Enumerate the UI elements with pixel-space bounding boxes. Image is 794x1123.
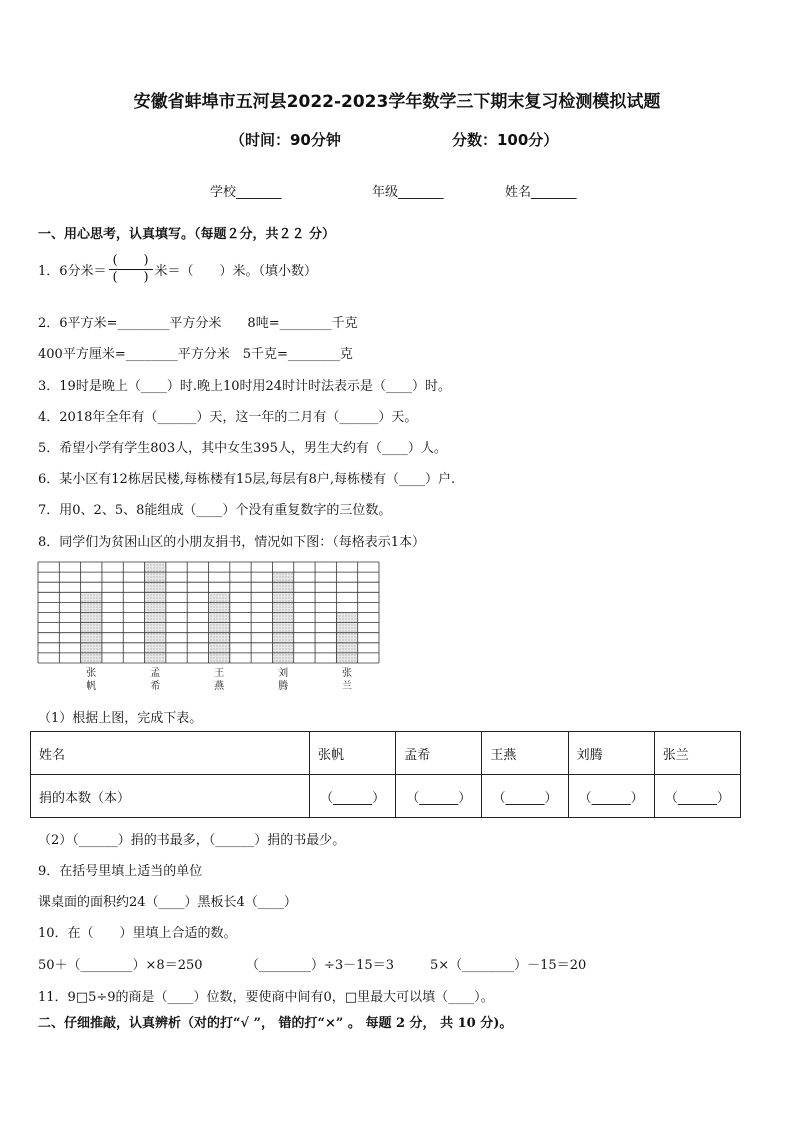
- question-8: 8．同学们为贫困山区的小朋友捐书，情况如下图：（每格表示1本）: [38, 535, 426, 550]
- question-10: 10．在（ ）里填上合适的数。: [38, 926, 237, 941]
- bar-4: [272, 572, 293, 663]
- table-answer-blank[interactable]: （______）: [654, 775, 740, 818]
- category-label: 燕: [214, 681, 225, 692]
- grade-field[interactable]: 年级_______: [372, 185, 444, 200]
- table-name-cell: 孟希: [396, 732, 482, 775]
- category-label: 孟: [150, 668, 161, 679]
- q1-numerator[interactable]: ( ): [112, 253, 149, 268]
- category-label: 张: [342, 668, 353, 679]
- table-answer-blank[interactable]: （______）: [568, 775, 654, 818]
- question-5: 5．希望小学有学生803人，其中女生395人，男生大约有（____）人。: [38, 441, 447, 456]
- q1-prefix: 1．6分米＝: [38, 264, 107, 279]
- exam-score: 分数：100分）: [452, 131, 559, 149]
- question-10b: （________）÷3－15＝3: [246, 958, 394, 973]
- section1-heading: 一、用心思考，认真填写。（每题２分，共２２ 分）: [38, 227, 336, 242]
- bar-1: [81, 592, 102, 663]
- bar-5: [336, 613, 357, 664]
- table-row-count: [31, 775, 741, 818]
- category-label: 张: [86, 668, 97, 679]
- q1-suffix: 米＝（ ）米。（填小数）: [154, 264, 318, 279]
- page-title: 安徽省蚌埠市五河县2022-2023学年数学三下期末复习检测模拟试题: [133, 92, 661, 112]
- question-8-2: （2）（______）捐的书最多，（______）捐的书最少。: [38, 833, 346, 848]
- table-name-cell: 张兰: [654, 732, 740, 775]
- question-10a: 50＋（________）×8＝250: [38, 958, 203, 973]
- category-label: 帆: [86, 681, 97, 692]
- bar-3: [209, 592, 230, 663]
- category-label: 刘: [278, 668, 289, 679]
- category-label: 希: [150, 681, 161, 692]
- table-answer-blank[interactable]: （______）: [310, 775, 396, 818]
- q1-denominator[interactable]: ( ): [112, 270, 149, 285]
- category-label: 兰: [342, 681, 353, 692]
- table-row-label: 捐的本数（本）: [31, 775, 310, 818]
- category-label: 腾: [278, 681, 289, 692]
- category-label: 王: [214, 668, 225, 679]
- section2-heading: 二、仔细推敲，认真辨析（对的打“√ ”， 错的打“×” 。 每题 2 分， 共 10 分)。: [38, 1016, 513, 1031]
- name-field[interactable]: 姓名_______: [505, 185, 577, 200]
- question-2b: 400平方厘米=________平方分米 5千克=________克: [38, 347, 353, 362]
- question-7: 7．用0、2、5、8能组成（____）个没有重复数字的三位数。: [38, 503, 392, 518]
- table-name-cell: 张帆: [310, 732, 396, 775]
- question-10c: 5×（________）－15＝20: [430, 958, 587, 973]
- table-name-cell: 刘腾: [568, 732, 654, 775]
- question-3: 3．19时是晚上（____）时.晚上10时用24时计时法表示是（____）时。: [38, 379, 452, 394]
- exam-time: （时间：90分钟: [230, 131, 341, 149]
- question-11: 11．9□5÷9的商是（____）位数，要使商中间有0，□里最大可以填（____）。: [38, 990, 494, 1005]
- table-header-label: 姓名: [31, 732, 310, 775]
- school-field[interactable]: 学校_______: [210, 185, 282, 200]
- question-4: 4．2018年全年有（______）天，这一年的二月有（______）天。: [38, 410, 418, 425]
- question-8-1: （1）根据上图，完成下表。: [38, 711, 203, 726]
- question-6: 6．某小区有12栋居民楼,每栋楼有15层,每层有8户,每栋楼有（____）户.: [38, 472, 456, 487]
- table-answer-blank[interactable]: （______）: [482, 775, 568, 818]
- table-name-cell: 王燕: [482, 732, 568, 775]
- question-9a: 课桌面的面积约24（____）黑板长4（____）: [38, 895, 297, 910]
- question-2a: 2．6平方米=________平方分米 8吨=________千克: [38, 316, 358, 331]
- donation-table: [30, 731, 741, 818]
- table-answer-blank[interactable]: （______）: [396, 775, 482, 818]
- question-9: 9．在括号里填上适当的单位: [38, 864, 203, 879]
- table-row-header: [31, 732, 741, 775]
